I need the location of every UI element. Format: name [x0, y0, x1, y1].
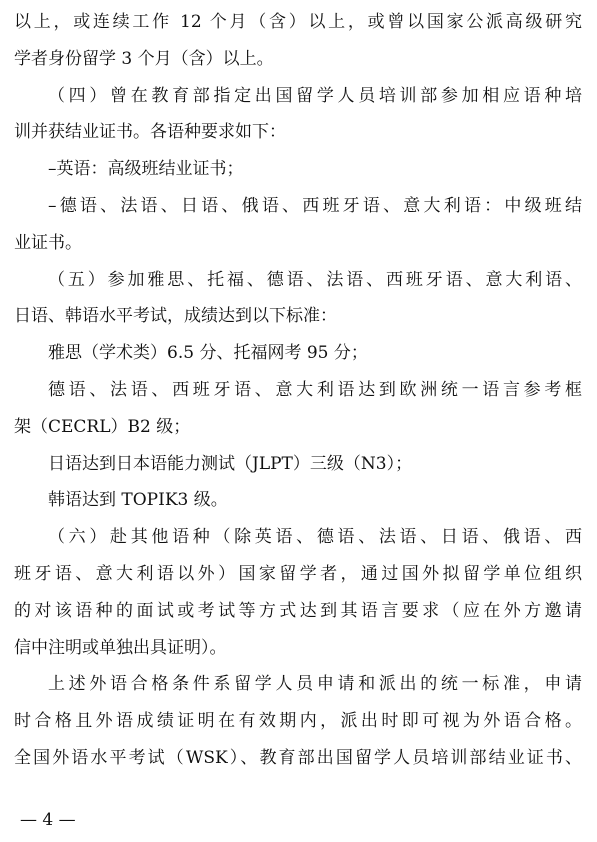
text-line: 日语、韩语水平考试，成绩达到以下标准： [14, 306, 337, 327]
page-number: — 4 — [20, 810, 76, 830]
document-body [14, 4, 582, 777]
text-line: 业证书。 [14, 232, 82, 253]
text-line: （六）赴其他语种（除英语、德语、法语、日语、俄语、西 [48, 527, 582, 548]
text-line: （五）参加雅思、托福、德语、法语、西班牙语、意大利语、 [48, 269, 582, 290]
text-line: 韩语达到 TOPIK3 级。 [48, 490, 228, 511]
text-line: 学者身份留学 3 个月（含）以上。 [14, 48, 274, 69]
text-line: 班牙语、意大利语以外）国家留学者，通过国外拟留学单位组织 [14, 563, 582, 584]
text-line: （四）曾在教育部指定出国留学人员培训部参加相应语种培 [48, 85, 582, 106]
text-line: 德语、法语、西班牙语、意大利语达到欧洲统一语言参考框 [48, 379, 582, 400]
text-line: 时合格且外语成绩证明在有效期内，派出时即可视为外语合格。 [14, 711, 582, 732]
text-line: 的对该语种的面试或考试等方式达到其语言要求（应在外方邀请 [14, 600, 582, 621]
text-line: 雅思（学术类）6.5 分、托福网考 95 分； [48, 343, 368, 364]
text-line: 上述外语合格条件系留学人员申请和派出的统一标准，申请 [48, 674, 582, 695]
text-line: 日语达到日本语能力测试（JLPT）三级（N3）； [48, 453, 413, 474]
text-line: –英语：高级班结业证书； [48, 159, 244, 180]
text-line: –德语、法语、日语、俄语、西班牙语、意大利语：中级班结 [48, 195, 582, 216]
text-line: 全国外语水平考试（WSK）、教育部出国留学人员培训部结业证书、 [14, 747, 582, 768]
text-line: 训并获结业证书。各语种要求如下： [14, 122, 286, 143]
text-line: 架（CECRL）B2 级； [14, 416, 191, 437]
text-line: 信中注明或单独出具证明）。 [14, 637, 227, 658]
text-line: 以上，或连续工作 12 个月（含）以上，或曾以国家公派高级研究 [14, 12, 582, 32]
